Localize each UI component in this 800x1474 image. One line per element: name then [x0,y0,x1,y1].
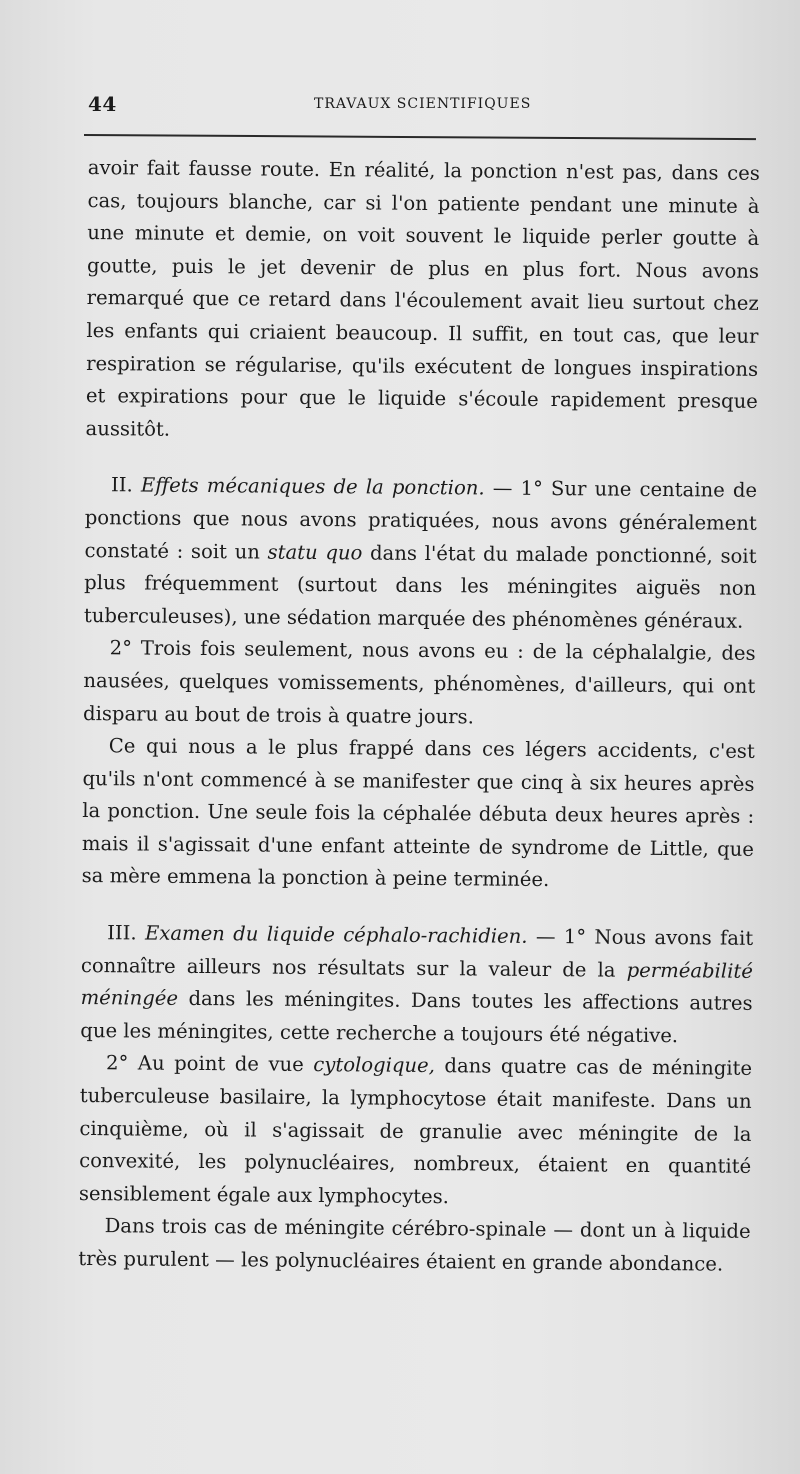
section-ii-lead: — 1° Sur une centaine de ponctions que nous avons pratiquées, nous avons généralement constaté : soit un [84,476,758,564]
section-iii-lead: — 1° Nous avons fait connaître ailleurs nos résultats sur la valeur de la [80,924,754,982]
paragraph-section-iii [80,917,753,1053]
section-iii-point-2-italic-term: cytologique, [313,1053,436,1078]
header-rule [84,134,756,140]
paragraph-section-ii-observation: Ce qui nous a le plus frappé dans ces légers accidents, c'est qu'ils n'ont commencé à se manifester que cinq à six heures après la ponction. Une seule fois la céphalée débuta deux heures après : mais il s'agissait d'une enfant atteinte de syndrome de Little, que sa mère emmena la ponction à peine terminée. [81,734,755,892]
paragraph-section-iii-point-2 [79,1047,752,1216]
section-iii-title: Examen du liquide céphalo-rachidien. [144,921,528,948]
page-number: 44 [88,92,117,116]
section-ii-italic-term: statu quo [267,540,363,564]
running-title: TRAVAUX SCIENTIFIQUES [314,96,532,112]
section-iii-rest: dans les méningites. Dans toutes les affections autres que les méningites, cette recherche a toujours été négative. [80,987,753,1048]
section-iii-italic-term: perméabilité méningée [80,958,753,1011]
section-ii-number: II. [110,473,133,497]
paragraph-section-iii-final: Dans trois cas de méningite cérébro-spinale — dont un à liquide très purulent — les polynucléaires étaient en grande abondance. [78,1214,751,1276]
section-iii-point-2-lead: 2° Au point de vue [105,1051,314,1077]
paragraph-continuation: avoir fait fausse route. En réalité, la ponction n'est pas, dans ces cas, toujours blanche, car si l'on patiente pendant une minute à une minute et demie, on voit souvent le liquide perler goutte à goutte, puis le jet devenir de plus en plus fort. Nous avons remarqué que ce retard dans l'écoulement avait lieu surtout chez les enfants qui criaient beaucoup. Il suffit, en tout cas, que leur respiration se régularise, qu'ils exécutent de longues inspirations et expirations pour que le liquide s'écoule rapidement presque aussitôt. [85,155,760,441]
body-text [78,152,760,1281]
page-header [88,92,760,120]
paragraph-section-ii-point-2: 2° Trois fois seulement, nous avons eu : de la céphalalgie, des nausées, quelques vomissements, phénomènes, d'ailleurs, qui ont disparu au bout de trois à quatre jours. [83,636,756,728]
section-ii-title: Effets mécaniques de la ponction. [140,473,485,500]
paragraph-section-ii [84,469,757,638]
section-ii-rest: dans l'état du malade ponctionné, soit plus fréquemment (surtout dans les méningites aiguës non tuberculeuses), une sédation marquée des phénomènes généraux. [83,540,757,633]
section-iii-number: III. [107,921,137,945]
section-iii-point-2-rest: dans quatre cas de méningite tuberculeuse basilaire, la lymphocytose était manifeste. Dans un cinquième, où il s'agissait de granulie avec méningite de la convexité, les polynucléaires, nombreux, étaient en quantité sensiblement égale aux lymphocytes. [78,1054,753,1209]
